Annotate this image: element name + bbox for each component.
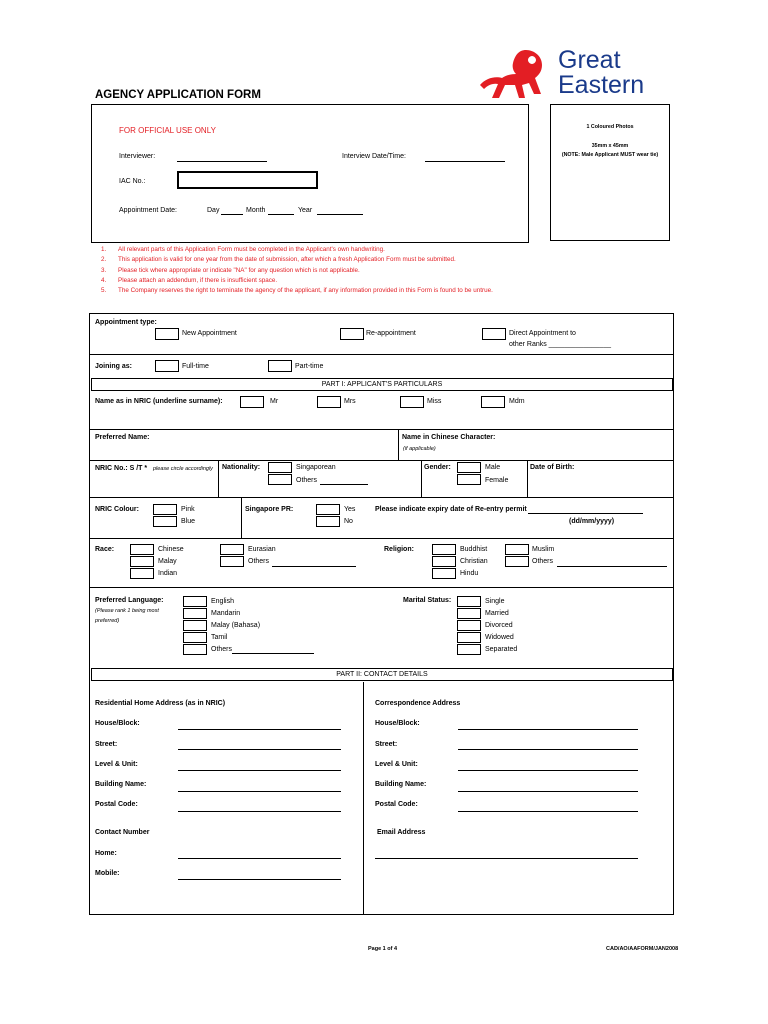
race-label: Race: bbox=[95, 546, 115, 553]
chinese-name-label: Name in Chinese Character: bbox=[402, 434, 496, 441]
mandarin-rank-box[interactable] bbox=[183, 608, 207, 619]
official-use-heading: FOR OFFICIAL USE ONLY bbox=[119, 126, 216, 135]
christian-checkbox[interactable] bbox=[432, 556, 456, 567]
interviewer-field[interactable] bbox=[177, 161, 267, 162]
race-others-label: Others bbox=[248, 558, 270, 565]
singaporean-label: Singaporean bbox=[296, 464, 336, 471]
tamil-rank-box[interactable] bbox=[183, 632, 207, 643]
full-time-checkbox[interactable] bbox=[155, 360, 179, 372]
note-2: 2. This application is valid for one year from the date of submission, after which a fresh Application Form must be submitted. bbox=[101, 256, 456, 264]
race-others-field[interactable] bbox=[272, 566, 356, 567]
day-field[interactable] bbox=[221, 214, 243, 215]
home-phone-field[interactable] bbox=[178, 858, 341, 859]
muslim-checkbox[interactable] bbox=[505, 544, 529, 555]
month-field[interactable] bbox=[268, 214, 294, 215]
female-label: Female bbox=[485, 477, 509, 484]
indian-checkbox[interactable] bbox=[130, 568, 154, 579]
part1-banner: PART I: APPLICANT'S PARTICULARS bbox=[91, 378, 673, 391]
malay-bahasa-label: Malay (Bahasa) bbox=[211, 622, 261, 629]
corr-street-field[interactable] bbox=[458, 749, 638, 750]
english-rank-box[interactable] bbox=[183, 596, 207, 607]
year-field[interactable] bbox=[317, 214, 363, 215]
res-house-label: House/Block: bbox=[95, 720, 140, 727]
nric-colour-label: NRIC Colour: bbox=[95, 506, 139, 513]
male-checkbox[interactable] bbox=[457, 462, 481, 473]
note-1: 1. All relevant parts of this Application Form must be completed in the Applicant's own handwriting. bbox=[101, 246, 385, 253]
divider bbox=[241, 497, 242, 538]
divider bbox=[90, 587, 673, 588]
english-label: English bbox=[211, 598, 234, 605]
email-heading: Email Address bbox=[377, 829, 426, 836]
malay-checkbox[interactable] bbox=[130, 556, 154, 567]
mdm-label: Mdm bbox=[509, 398, 525, 405]
re-appointment-label: Re-appointment bbox=[366, 330, 416, 337]
nationality-others-field[interactable] bbox=[320, 484, 368, 485]
new-appointment-checkbox[interactable] bbox=[155, 328, 179, 340]
divider bbox=[398, 429, 399, 460]
contact-number-heading: Contact Number bbox=[95, 829, 150, 836]
female-checkbox[interactable] bbox=[457, 474, 481, 485]
photo-text-3: (NOTE: Male Applicant MUST wear tie) bbox=[561, 152, 659, 158]
re-appointment-checkbox[interactable] bbox=[340, 328, 364, 340]
mandarin-label: Mandarin bbox=[211, 610, 241, 617]
divorced-label: Divorced bbox=[485, 622, 513, 629]
res-building-field[interactable] bbox=[178, 791, 341, 792]
divider bbox=[527, 460, 528, 497]
corr-building-field[interactable] bbox=[458, 791, 638, 792]
pink-label: Pink bbox=[181, 506, 195, 513]
mrs-checkbox[interactable] bbox=[317, 396, 341, 408]
single-label: Single bbox=[485, 598, 505, 605]
widowed-label: Widowed bbox=[485, 634, 514, 641]
instructions-list bbox=[101, 245, 493, 296]
appointment-date-label: Appointment Date: bbox=[119, 207, 177, 214]
blue-checkbox[interactable] bbox=[153, 516, 177, 527]
malay-bahasa-rank-box[interactable] bbox=[183, 620, 207, 631]
correspondence-address-heading: Correspondence Address bbox=[375, 700, 461, 707]
widowed-checkbox[interactable] bbox=[457, 632, 481, 643]
form-code: CAD/AO/AAFORM/JAN2008 bbox=[606, 946, 679, 952]
new-appointment-label: New Appointment bbox=[182, 330, 237, 337]
mr-checkbox[interactable] bbox=[240, 396, 264, 408]
if-applicable-note: (if applicable) bbox=[403, 446, 436, 452]
divider bbox=[90, 354, 673, 355]
mrs-label: Mrs bbox=[344, 398, 356, 405]
iac-no-label: IAC No.: bbox=[119, 178, 146, 185]
preferred-name-label: Preferred Name: bbox=[95, 434, 150, 441]
appointment-type-label: Appointment type: bbox=[95, 319, 157, 326]
religion-others-label: Others bbox=[532, 558, 554, 565]
interview-datetime-label: Interview Date/Time: bbox=[342, 153, 406, 160]
nationality-others-checkbox[interactable] bbox=[268, 474, 292, 485]
photo-text-1: 1 Coloured Photos bbox=[586, 124, 634, 130]
direct-appointment-checkbox[interactable] bbox=[482, 328, 506, 340]
buddhist-checkbox[interactable] bbox=[432, 544, 456, 555]
res-house-field[interactable] bbox=[178, 729, 341, 730]
res-postal-field[interactable] bbox=[178, 811, 341, 812]
married-label: Married bbox=[485, 610, 509, 617]
separated-label: Separated bbox=[485, 646, 518, 653]
language-others-field[interactable] bbox=[232, 653, 314, 654]
part-time-label: Part-time bbox=[295, 363, 324, 370]
hindu-checkbox[interactable] bbox=[432, 568, 456, 579]
rank-note-1: (Please rank 1 being most bbox=[95, 608, 159, 614]
pr-yes-checkbox[interactable] bbox=[316, 504, 340, 515]
divider bbox=[421, 460, 422, 497]
date-format-hint: (dd/mm/yyyy) bbox=[569, 518, 615, 525]
miss-checkbox[interactable] bbox=[400, 396, 424, 408]
buddhist-label: Buddhist bbox=[460, 546, 488, 553]
chinese-checkbox[interactable] bbox=[130, 544, 154, 555]
reentry-label: Please indicate expiry date of Re-entry permit bbox=[375, 506, 527, 513]
res-level-field[interactable] bbox=[178, 770, 341, 771]
res-level-label: Level & Unit: bbox=[95, 761, 138, 768]
pr-yes-label: Yes bbox=[344, 506, 356, 513]
divorced-checkbox[interactable] bbox=[457, 620, 481, 631]
direct-appointment-label-1: Direct Appointment to bbox=[509, 330, 576, 337]
corr-street-label: Street: bbox=[375, 741, 398, 748]
corr-level-field[interactable] bbox=[458, 770, 638, 771]
nationality-others-label: Others bbox=[296, 477, 318, 484]
corr-postal-field[interactable] bbox=[458, 811, 638, 812]
divider bbox=[218, 460, 219, 497]
singapore-pr-label: Singapore PR: bbox=[245, 506, 294, 513]
single-checkbox[interactable] bbox=[457, 596, 481, 607]
year-label: Year bbox=[298, 207, 313, 214]
iac-no-field[interactable] bbox=[177, 171, 318, 189]
nric-no-label: NRIC No.: S /T * bbox=[95, 465, 148, 472]
res-postal-label: Postal Code: bbox=[95, 801, 138, 808]
eurasian-checkbox[interactable] bbox=[220, 544, 244, 555]
hindu-label: Hindu bbox=[460, 570, 479, 577]
reentry-expiry-field[interactable] bbox=[528, 513, 643, 514]
res-building-label: Building Name: bbox=[95, 781, 147, 788]
language-others-label: Others bbox=[211, 646, 233, 653]
day-label: Day bbox=[207, 207, 220, 214]
photo-text-2: 35mm x 45mm bbox=[591, 143, 629, 149]
tamil-label: Tamil bbox=[211, 634, 228, 641]
pr-no-label: No bbox=[344, 518, 353, 525]
chinese-label: Chinese bbox=[158, 546, 184, 553]
male-label: Male bbox=[485, 464, 501, 471]
email-field[interactable] bbox=[375, 858, 638, 859]
mr-label: Mr bbox=[270, 398, 279, 405]
pr-no-checkbox[interactable] bbox=[316, 516, 340, 527]
note-5: 5. The Company reserves the right to terminate the agency of the applicant, if any information provided in this Form is found to be untrue. bbox=[101, 287, 493, 295]
note-3: 3. Please tick where appropriate or indicate "NA" for any question which is not applicable. bbox=[101, 266, 360, 274]
direct-appointment-label-2: other Ranks ________________ bbox=[509, 341, 611, 348]
corr-postal-label: Postal Code: bbox=[375, 801, 418, 808]
res-street-label: Street: bbox=[95, 741, 118, 748]
religion-others-field[interactable] bbox=[557, 566, 667, 567]
name-nric-label: Name as in NRIC (underline surname): bbox=[95, 398, 223, 405]
corr-building-label: Building Name: bbox=[375, 781, 427, 788]
home-phone-label: Home: bbox=[95, 850, 117, 857]
corr-house-label: House/Block: bbox=[375, 720, 420, 727]
preferred-language-label: Preferred Language: bbox=[95, 597, 164, 604]
dob-label: Date of Birth: bbox=[530, 464, 575, 471]
eurasian-label: Eurasian bbox=[248, 546, 276, 553]
corr-house-field[interactable] bbox=[458, 729, 638, 730]
joining-as-label: Joining as: bbox=[95, 363, 132, 370]
form-title: AGENCY APPLICATION FORM bbox=[95, 89, 261, 101]
pink-checkbox[interactable] bbox=[153, 504, 177, 515]
divider bbox=[90, 429, 673, 430]
residential-address-heading: Residential Home Address (as in NRIC) bbox=[95, 700, 226, 707]
christian-label: Christian bbox=[460, 558, 488, 565]
mdm-checkbox[interactable] bbox=[481, 396, 505, 408]
res-street-field[interactable] bbox=[178, 749, 341, 750]
page-number: Page 1 of 4 bbox=[368, 946, 398, 952]
circle-note: please circle accordingly bbox=[153, 466, 213, 472]
logo-text-eastern: Eastern bbox=[558, 71, 645, 99]
corr-level-label: Level & Unit: bbox=[375, 761, 418, 768]
mobile-phone-field[interactable] bbox=[178, 879, 341, 880]
divider bbox=[90, 460, 673, 461]
nationality-label: Nationality: bbox=[222, 464, 261, 471]
race-others-checkbox[interactable] bbox=[220, 556, 244, 567]
miss-label: Miss bbox=[427, 398, 442, 405]
interview-datetime-field[interactable] bbox=[425, 161, 505, 162]
part-time-checkbox[interactable] bbox=[268, 360, 292, 372]
religion-others-checkbox[interactable] bbox=[505, 556, 529, 567]
full-time-label: Full-time bbox=[182, 363, 209, 370]
logo-text-great: Great bbox=[558, 46, 621, 74]
interviewer-label: Interviewer: bbox=[119, 153, 156, 160]
divider bbox=[363, 682, 364, 915]
lion-icon bbox=[472, 48, 554, 102]
married-checkbox[interactable] bbox=[457, 608, 481, 619]
religion-label: Religion: bbox=[384, 546, 414, 553]
indian-label: Indian bbox=[158, 570, 178, 577]
language-others-rank-box[interactable] bbox=[183, 644, 207, 655]
mobile-phone-label: Mobile: bbox=[95, 870, 120, 877]
month-label: Month bbox=[246, 207, 266, 214]
separated-checkbox[interactable] bbox=[457, 644, 481, 655]
part2-banner: PART II: CONTACT DETAILS bbox=[91, 668, 673, 681]
muslim-label: Muslim bbox=[532, 546, 555, 553]
singaporean-checkbox[interactable] bbox=[268, 462, 292, 473]
rank-note-2: preferred) bbox=[95, 618, 120, 624]
blue-label: Blue bbox=[181, 518, 196, 525]
divider bbox=[90, 538, 673, 539]
marital-status-label: Marital Status: bbox=[403, 597, 452, 604]
note-4: 4. Please attach an addendum, if there is insufficient space. bbox=[101, 276, 278, 284]
divider bbox=[90, 497, 673, 498]
great-eastern-logo bbox=[472, 44, 678, 104]
gender-label: Gender: bbox=[424, 464, 451, 471]
malay-label: Malay bbox=[158, 558, 177, 565]
